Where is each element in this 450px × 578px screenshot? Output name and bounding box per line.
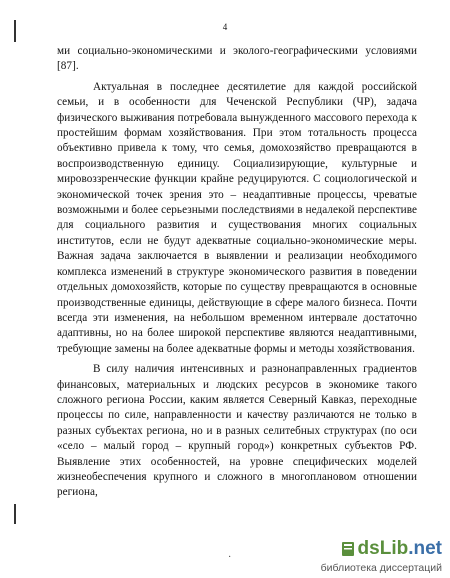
paragraph-1: ми социально-экономическими и эколого-географическими условиями [87]. <box>57 45 417 73</box>
watermark-caption: библиотека диссертаций <box>320 562 442 574</box>
logo-lib: Lib <box>379 538 409 559</box>
book-icon <box>341 541 355 557</box>
margin-mark-bottom <box>14 504 16 524</box>
body-text <box>57 44 417 501</box>
scan-dots: · <box>228 552 232 563</box>
margin-mark-top <box>14 20 16 42</box>
logo-dot: . <box>408 538 414 559</box>
watermark-logo <box>341 538 442 560</box>
logo-ds: ds <box>357 538 380 559</box>
paragraph-2: Актуальная в последнее десятилетие для каждой российской семьи, и в особенности для Чеченской Республики (ЧР), задача физического выживания потребовала вынужденного массового перехода к простейшим формам хозяйствования. При этом тотальность процесса объективно привела к тому, что семья, домохозяйство превращаются в воспроизводственную единицу. Социализирующие, культурные и мировоззренческие функции крайне редуцируются. С социологической и экономической точек зрения это – неадаптивные процессы, чреватые возможными и более серьезными последствиями в недалекой перспективе для социального развития и существования многих социальных институтов, если не будут адекватные социально-экономические меры. Важная задача заключается в выявлении и реализации необходимого комплекса изменений в структуре экономического развития в поведении отдельных домохозяйств, которые по существу превращаются в основные производственные единицы, действующие в сфере малого бизнеса. Почти всегда эти изменения, на небольшом временном интервале достаточно адаптивны, но на более широкой перспективе являются неадаптивными, требующие замены на более адекватные формы и методы хозяйствования. <box>57 80 417 355</box>
paragraph-3: В силу наличия интенсивных и разнонаправленных градиентов финансовых, материальных и людских ресурсов в экономике такого сложного региона России, каким является Северный Кавказ, переходные процессы по силе, направленности и качеству различаются не только в разных субъектах региона, но и в разных селитебных структурах (по оси «село – малый город – крупный город») конкретных субъектов РФ. Выявление этих особенностей, на уровне специфических моделей жизнеобеспечения крупного и сложного в многоплановом отношении региона, <box>57 363 417 499</box>
page-number: 4 <box>222 22 228 32</box>
logo-net: net <box>413 538 442 559</box>
